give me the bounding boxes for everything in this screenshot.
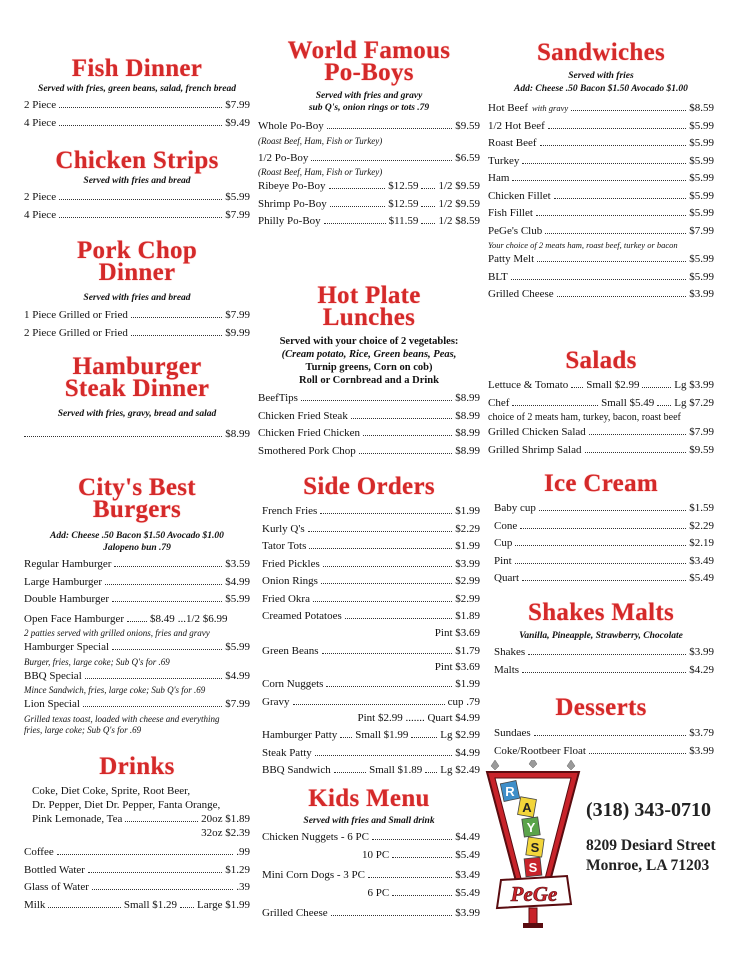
menu-item: Cone $2.29 bbox=[494, 519, 714, 532]
sandwich-addons: Add: Cheese .50 Bacon $1.50 Avocado $1.00 bbox=[514, 84, 688, 94]
street-address: 8209 Desiard Street bbox=[586, 837, 716, 854]
menu-item: 4 Piece $9.49 bbox=[24, 116, 250, 129]
menu-item: 4 Piece $7.99 bbox=[24, 208, 250, 221]
logo-letter: Y bbox=[526, 820, 536, 835]
menu-item: Grilled Chicken Salad $7.99 bbox=[488, 426, 714, 438]
drinks-section bbox=[24, 753, 250, 914]
menu-item: 1/2 Hot Beef $5.99 bbox=[488, 119, 714, 132]
pork-chop-section bbox=[24, 237, 250, 342]
section-note: Served with fries and bread bbox=[83, 293, 191, 303]
menu-item: Chicken Fried Steak $8.99 bbox=[258, 409, 480, 422]
section-title: Fish Dinner bbox=[71, 55, 203, 82]
section-title: Pork Chop bbox=[76, 237, 198, 264]
salads-section bbox=[488, 347, 714, 459]
menu-item: Fried Pickles $3.99 bbox=[262, 557, 480, 570]
menu-item: 10 PC $5.49 bbox=[362, 848, 480, 861]
logo-letter: S bbox=[528, 860, 538, 875]
section-title: Hot Plate bbox=[317, 282, 421, 309]
menu-item: Lion Special $7.99 bbox=[24, 698, 250, 710]
menu-item: Bottled Water $1.29 bbox=[24, 863, 250, 876]
logo-letter: R bbox=[505, 784, 515, 799]
section-note: Served with fries and bread bbox=[83, 176, 191, 186]
menu-item: Shakes $3.99 bbox=[494, 646, 714, 658]
hotplate-desc: Roll or Cornbread and a Drink bbox=[299, 375, 439, 386]
menu-item: French Fries $1.99 bbox=[262, 505, 480, 517]
burger-addons-bun: Jalopeno bun .79 bbox=[103, 543, 171, 553]
menu-item: Steak Patty $4.99 bbox=[262, 746, 480, 759]
menu-item: Onion Rings $2.99 bbox=[262, 575, 480, 587]
menu-item: Sundaes $3.79 bbox=[494, 727, 714, 739]
menu-item: Whole Po-Boy $9.59 bbox=[258, 120, 480, 132]
menu-item: Creamed Potatoes $1.89 bbox=[262, 610, 480, 622]
poboys-section bbox=[258, 37, 480, 231]
menu-item: Smothered Pork Chop $8.99 bbox=[258, 444, 480, 457]
menu-item: BBQ Special $4.99 bbox=[24, 669, 250, 682]
section-note: Served with fries and Small drink bbox=[303, 816, 435, 826]
menu-item: Grilled Cheese $3.99 bbox=[262, 907, 480, 919]
gravy-sizes: Pint $2.99 ....... Quart $4.99 bbox=[357, 712, 480, 724]
sandwiches-section bbox=[488, 39, 714, 304]
menu-item: Malts $4.29 bbox=[494, 663, 714, 676]
fish-dinner-section bbox=[24, 55, 250, 132]
item-note: Grilled texas toast, loaded with cheese and everything bbox=[24, 713, 220, 724]
section-title: Hamburger bbox=[72, 353, 202, 380]
menu-item: Philly Po-Boy $11.59 1/2 $8.59 bbox=[258, 215, 480, 227]
logo-letter: A bbox=[522, 800, 532, 815]
section-title: Side Orders bbox=[303, 473, 435, 500]
menu-item: BeefTips $8.99 bbox=[258, 392, 480, 404]
section-note: Served with fries bbox=[568, 71, 634, 81]
menu-item: 2 Piece $7.99 bbox=[24, 99, 250, 111]
menu-item: Turkey $5.99 bbox=[488, 154, 714, 167]
section-note-2: sub Q's, onion rings or tots .79 bbox=[308, 103, 430, 113]
menu-item: 2 Piece $5.99 bbox=[24, 191, 250, 203]
section-title-line2: Po-Boys bbox=[324, 59, 414, 86]
menu-item: Roast Beef $5.99 bbox=[488, 137, 714, 149]
menu-item: 2 Piece Grilled or Fried $9.99 bbox=[24, 326, 250, 339]
burgers-section bbox=[24, 474, 250, 736]
section-title: Chicken Strips bbox=[55, 147, 219, 174]
menu-item: Pint $3.49 bbox=[494, 554, 714, 567]
section-title: Drinks bbox=[99, 753, 175, 780]
menu-item: Open Face Hamburger $8.49 ...1/2 $6.99 bbox=[24, 612, 228, 625]
menu-item: Chicken Fried Chicken $8.99 bbox=[258, 427, 480, 439]
menu-item: Regular Hamburger $3.59 bbox=[24, 558, 250, 570]
item-note: (Roast Beef, Ham, Fish or Turkey) bbox=[258, 135, 383, 146]
contact-block bbox=[586, 798, 736, 876]
menu-item: Cup $2.19 bbox=[494, 537, 714, 549]
menu-item: Coke/Rootbeer Float $3.99 bbox=[494, 744, 714, 757]
section-title: Ice Cream bbox=[544, 470, 658, 497]
item-note: Burger, fries, large coke; Sub Q's for .69 bbox=[24, 656, 170, 667]
menu-item: Kurly Q's $2.29 bbox=[262, 522, 480, 535]
menu-item: Tator Tots $1.99 bbox=[262, 540, 480, 552]
menu-item: 1/2 Po-Boy $6.59 bbox=[258, 151, 480, 164]
section-note: Served with fries, gravy, bread and salad bbox=[57, 409, 217, 419]
section-title: Shakes Malts bbox=[528, 599, 674, 626]
menu-item: Quart $5.49 bbox=[494, 572, 714, 584]
kids-menu-section bbox=[258, 785, 480, 923]
menu-item: Hot Beef with gravy $8.59 bbox=[488, 102, 714, 114]
section-title-line2: Burgers bbox=[92, 496, 182, 523]
item-note: 2 patties served with grilled onions, fries and gravy bbox=[24, 628, 210, 638]
menu-item: Lettuce & Tomato Small $2.99 Lg $3.99 bbox=[488, 379, 714, 391]
menu-item: Chicken Fillet $5.99 bbox=[488, 189, 714, 202]
logo-letter: S bbox=[530, 840, 540, 855]
logo-word: PeGe bbox=[510, 882, 558, 906]
menu-item: Double Hamburger $5.99 bbox=[24, 593, 250, 605]
item-note: (Roast Beef, Ham, Fish or Turkey) bbox=[258, 167, 383, 177]
menu-item: Fried Okra $2.99 bbox=[262, 592, 480, 605]
phone-number: (318) 343-0710 bbox=[586, 799, 711, 821]
item-note: choice of 2 meats ham, turkey, bacon, roast beef bbox=[488, 412, 681, 423]
menu-item: Large Hamburger $4.99 bbox=[24, 575, 250, 588]
soda-list: Coke, Diet Coke, Sprite, Root Beer, Dr. Pepper, Diet Dr. Pepper, Fanta Orange, Pink Lemonade, Tea 20oz $1.89 32oz $2.39 bbox=[32, 785, 250, 839]
menu-item: Coffee .99 bbox=[24, 846, 250, 858]
hotplate-desc: Turnip greens, Corn on cob) bbox=[305, 362, 433, 373]
section-note: Vanilla, Pineapple, Strawberry, Chocolate bbox=[519, 631, 683, 641]
menu-item: Gravy cup .79 bbox=[262, 695, 480, 708]
section-title: Kids Menu bbox=[308, 785, 430, 812]
menu-item: Green Beans $1.79 bbox=[262, 644, 480, 657]
shakes-section bbox=[488, 599, 714, 679]
section-title-line2: Lunches bbox=[322, 304, 416, 331]
menu-item: Chicken Nuggets - 6 PC $4.49 bbox=[262, 831, 480, 843]
menu-item: Milk Small $1.29 Large $1.99 bbox=[24, 898, 250, 911]
section-title: City's Best bbox=[78, 474, 196, 501]
menu-item: Patty Melt $5.99 bbox=[488, 253, 714, 265]
chicken-strips-section bbox=[24, 147, 250, 224]
menu-item: Chef Small $5.49 Lg $7.29 bbox=[488, 396, 714, 409]
hamburger-steak-section bbox=[24, 353, 250, 444]
address bbox=[586, 836, 736, 876]
section-note: Served with fries, green beans, salad, french bread bbox=[38, 84, 236, 94]
menu-item: Hamburger Special $5.99 bbox=[24, 641, 250, 653]
hotplate-desc: (Cream potato, Rice, Green beans, Peas, bbox=[281, 349, 457, 360]
menu-item: Mini Corn Dogs - 3 PC $3.49 bbox=[262, 869, 480, 881]
menu-item: Ham $5.99 bbox=[488, 172, 714, 184]
desserts-section bbox=[488, 694, 714, 760]
item-note: Mince Sandwich, fries, large coke; Sub Q's for .69 bbox=[24, 685, 206, 695]
menu-item: 1 Piece Grilled or Fried $7.99 bbox=[24, 309, 250, 321]
section-title-line2: Steak Dinner bbox=[64, 375, 210, 402]
section-note: Served with fries and gravy bbox=[315, 91, 423, 101]
menu-item: Grilled Shrimp Salad $9.59 bbox=[488, 443, 714, 456]
section-title: Desserts bbox=[555, 694, 647, 721]
pint-price: Pint $3.69 bbox=[434, 661, 480, 673]
menu-item: 6 PC $5.49 bbox=[367, 886, 480, 899]
section-title: Sandwiches bbox=[536, 39, 666, 66]
menu-item: Baby cup $1.59 bbox=[494, 502, 714, 514]
menu-item: Fish Fillet $5.99 bbox=[488, 207, 714, 219]
item-note: Your choice of 2 meats ham, roast beef, turkey or bacon bbox=[488, 240, 678, 250]
pint-price: Pint $3.69 bbox=[434, 626, 480, 639]
menu-item: Grilled Cheese $3.99 bbox=[488, 288, 714, 300]
menu-item: BLT $5.99 bbox=[488, 270, 714, 283]
item-note: fries, large coke; Sub Q's for .69 bbox=[24, 724, 142, 735]
section-title: World Famous bbox=[287, 37, 451, 64]
menu-item: $8.99 bbox=[24, 426, 250, 444]
menu-item: Ribeye Po-Boy $12.59 1/2 $9.59 bbox=[258, 180, 480, 192]
side-orders-section bbox=[258, 473, 480, 780]
menu-item: BBQ Sandwich Small $1.89 Lg $2.49 bbox=[262, 764, 480, 776]
rays-pege-logo bbox=[483, 760, 583, 930]
hot-plate-section bbox=[258, 282, 480, 460]
menu-item: Glass of Water .39 bbox=[24, 881, 250, 893]
menu-item: PeGe's Club $7.99 bbox=[488, 224, 714, 237]
section-title: Salads bbox=[565, 347, 637, 374]
menu-item: Shrimp Po-Boy $12.59 1/2 $9.59 bbox=[258, 197, 480, 210]
section-title-line2: Dinner bbox=[98, 259, 176, 286]
ice-cream-section bbox=[488, 470, 714, 588]
burger-addons: Add: Cheese .50 Bacon $1.50 Avocado $1.00 bbox=[50, 531, 224, 541]
hotplate-desc: Served with your choice of 2 vegetables: bbox=[279, 336, 459, 347]
menu-item: Hamburger Patty Small $1.99 Lg $2.99 bbox=[262, 729, 480, 741]
city-state-zip: Monroe, LA 71203 bbox=[586, 857, 710, 874]
menu-item: Corn Nuggets $1.99 bbox=[262, 678, 480, 690]
